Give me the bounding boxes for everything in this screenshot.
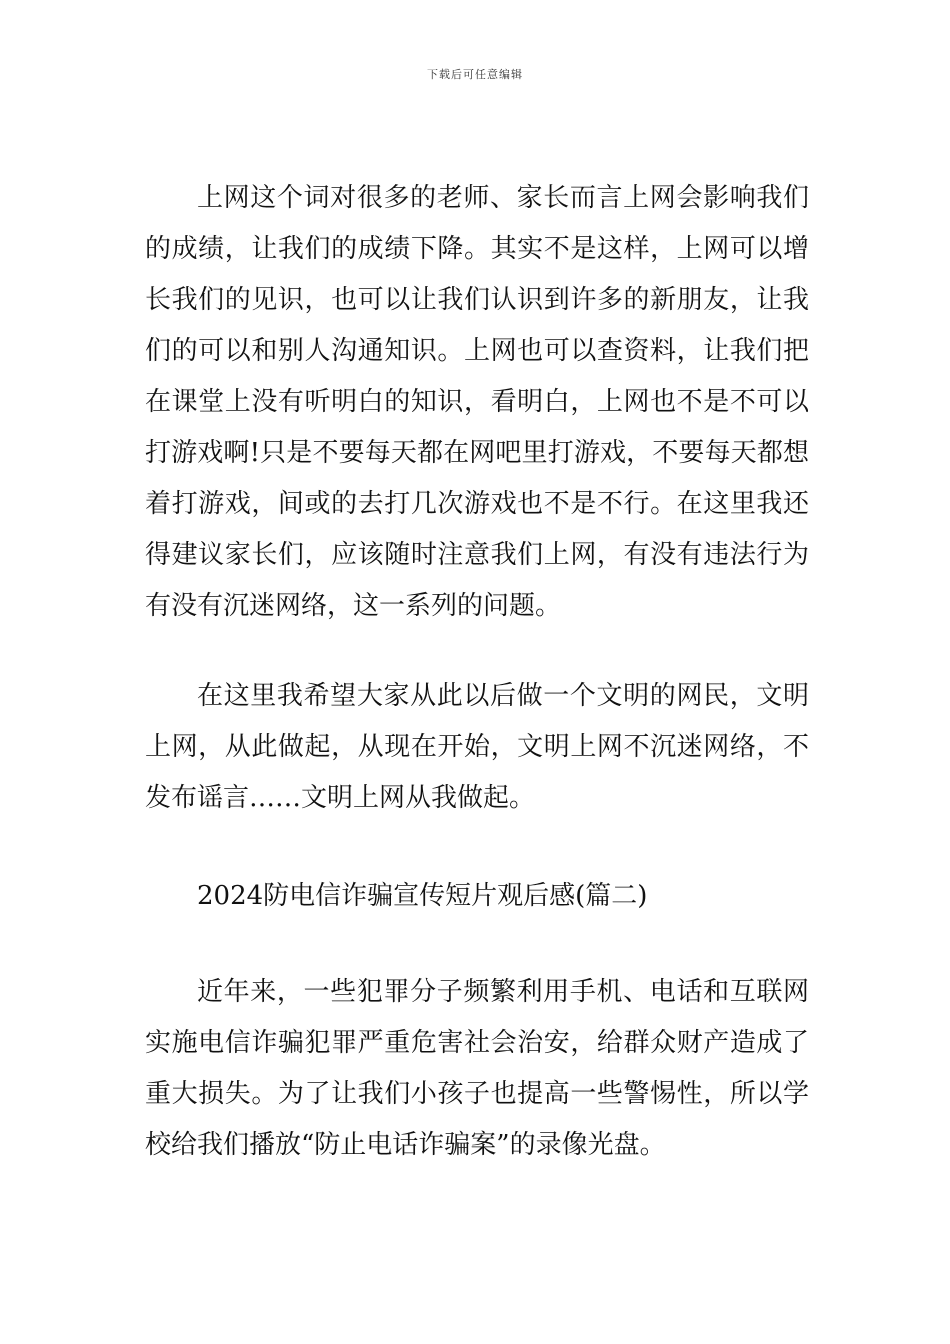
paragraph-1: 上网这个词对很多的老师、家长而言上网会影响我们的成绩，让我们的成绩下降。其实不是这样，上网可以增长我们的见识，也可以让我们认识到许多的新朋友，让我们的可以和别人沟通知识。上网也可以查资料，让我们把在课堂上没有听明白的知识，看明白，上网也不是不可以打游戏啊!只是不要每天都在网吧里打游戏，不要每天都想着打游戏，间或的去打几次游戏也不是不行。在这里我还得建议家长们，应该随时注意我们上网，有没有违法行为有没有沉迷网络，这一系列的问题。 [145,183,809,621]
header-note: 下载后可任意编辑 [427,68,523,81]
section-heading: 2024防电信诈骗宣传短片观后感(篇二) [197,881,648,911]
paragraph-3: 近年来，一些犯罪分子频繁利用手机、电话和互联网实施电信诈骗犯罪严重危害社会治安，给群众财产造成了重大损失。为了让我们小孩子也提高一些警惕性，所以学校给我们播放“防止电话诈骗案”的录像光盘。 [145,977,809,1160]
paragraph-2: 在这里我希望大家从此以后做一个文明的网民，文明上网，从此做起，从现在开始，文明上网不沉迷网络，不发布谣言……文明上网从我做起。 [145,681,809,813]
